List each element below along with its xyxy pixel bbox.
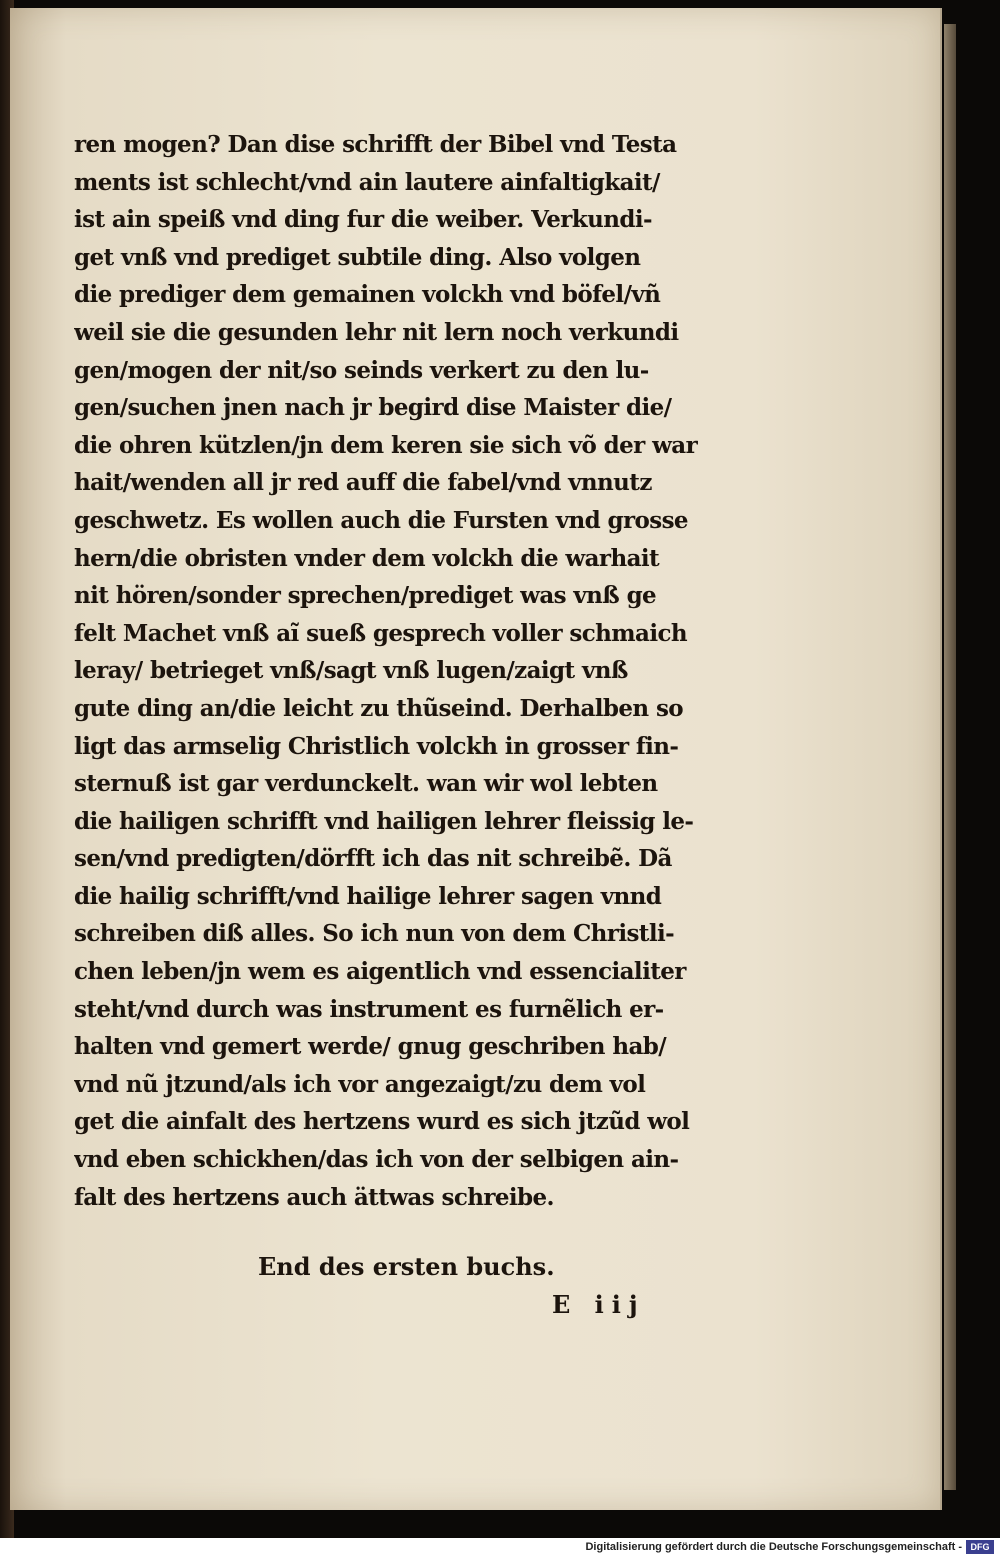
text-line: die prediger dem gemainen volckh vnd böfel/vñ [74, 281, 661, 309]
text-line: leray/ betrieget vnß/sagt vnß lugen/zaigt vnß [74, 657, 628, 685]
text-line: gen/mogen der nit/so seinds verkert zu den lu- [74, 356, 649, 384]
explicit-line: End des ersten buchs. [258, 1252, 555, 1281]
page-edge [944, 24, 956, 1490]
text-line: get vnß vnd prediget subtile ding. Also volgen [74, 243, 641, 271]
text-line: hern/die obristen vnder dem volckh die warhait [74, 544, 660, 572]
book-page [10, 8, 942, 1510]
text-line: schreiben diß alles. So ich nun von dem Christli- [74, 920, 675, 948]
dfg-logo-icon: DFG [966, 1540, 994, 1554]
footer-credit: Digitalisierung gefördert durch die Deutsche Forschungsgemeinschaft - [585, 1541, 962, 1553]
text-line: halten vnd gemert werde/ gnug geschriben hab/ [74, 1033, 667, 1061]
text-line: weil sie die gesunden lehr nit lern noch verkundi [74, 318, 679, 346]
text-line: falt des hertzens auch ättwas schreibe. [74, 1183, 554, 1211]
text-line: sternuß ist gar verdunckelt. wan wir wol lebten [74, 770, 658, 798]
text-line: felt Machet vnß aĩ sueß gesprech voller schmaich [74, 619, 687, 647]
text-line: chen leben/jn wem es aigentlich vnd essencialiter [74, 958, 686, 986]
text-line: ist ain speiß vnd ding fur die weiber. Verkundi- [74, 206, 652, 234]
text-line: die ohren kützlen/jn dem keren sie sich võ der war [74, 431, 698, 459]
main-text-block [74, 126, 784, 1216]
text-line: sen/vnd predigten/dörfft ich das nit schreibẽ. Dã [74, 845, 672, 873]
text-line: hait/wenden all jr red auff die fabel/vnd vnnutz [74, 469, 652, 497]
signature-mark: E iij [552, 1290, 646, 1319]
text-line: die hailigen schrifft vnd hailigen lehrer fleissig le- [74, 807, 694, 835]
text-line: get die ainfalt des hertzens wurd es sich jtzũd wol [74, 1108, 690, 1136]
text-line: gen/suchen jnen nach jr begird dise Maister die/ [74, 394, 672, 422]
text-line: nit hören/sonder sprechen/prediget was vnß ge [74, 582, 657, 610]
text-line: ligt das armselig Christlich volckh in grosser fin- [74, 732, 679, 760]
text-line: die hailig schrifft/vnd hailige lehrer sagen vnnd [74, 882, 662, 910]
text-line: vnd eben schickhen/das ich von der selbigen ain- [74, 1146, 679, 1174]
text-line: ments ist schlecht/vnd ain lautere ainfaltigkait/ [74, 168, 660, 196]
text-line: steht/vnd durch was instrument es furnẽlich er- [74, 995, 664, 1023]
text-line: vnd nũ jtzund/als ich vor angezaigt/zu dem vol [74, 1070, 646, 1098]
text-line: gute ding an/die leicht zu thũseind. Derhalben so [74, 694, 684, 722]
text-line: ren mogen? Dan dise schrifft der Bibel vnd Testa [74, 131, 677, 158]
text-line: geschwetz. Es wollen auch die Fursten vnd grosse [74, 506, 688, 534]
